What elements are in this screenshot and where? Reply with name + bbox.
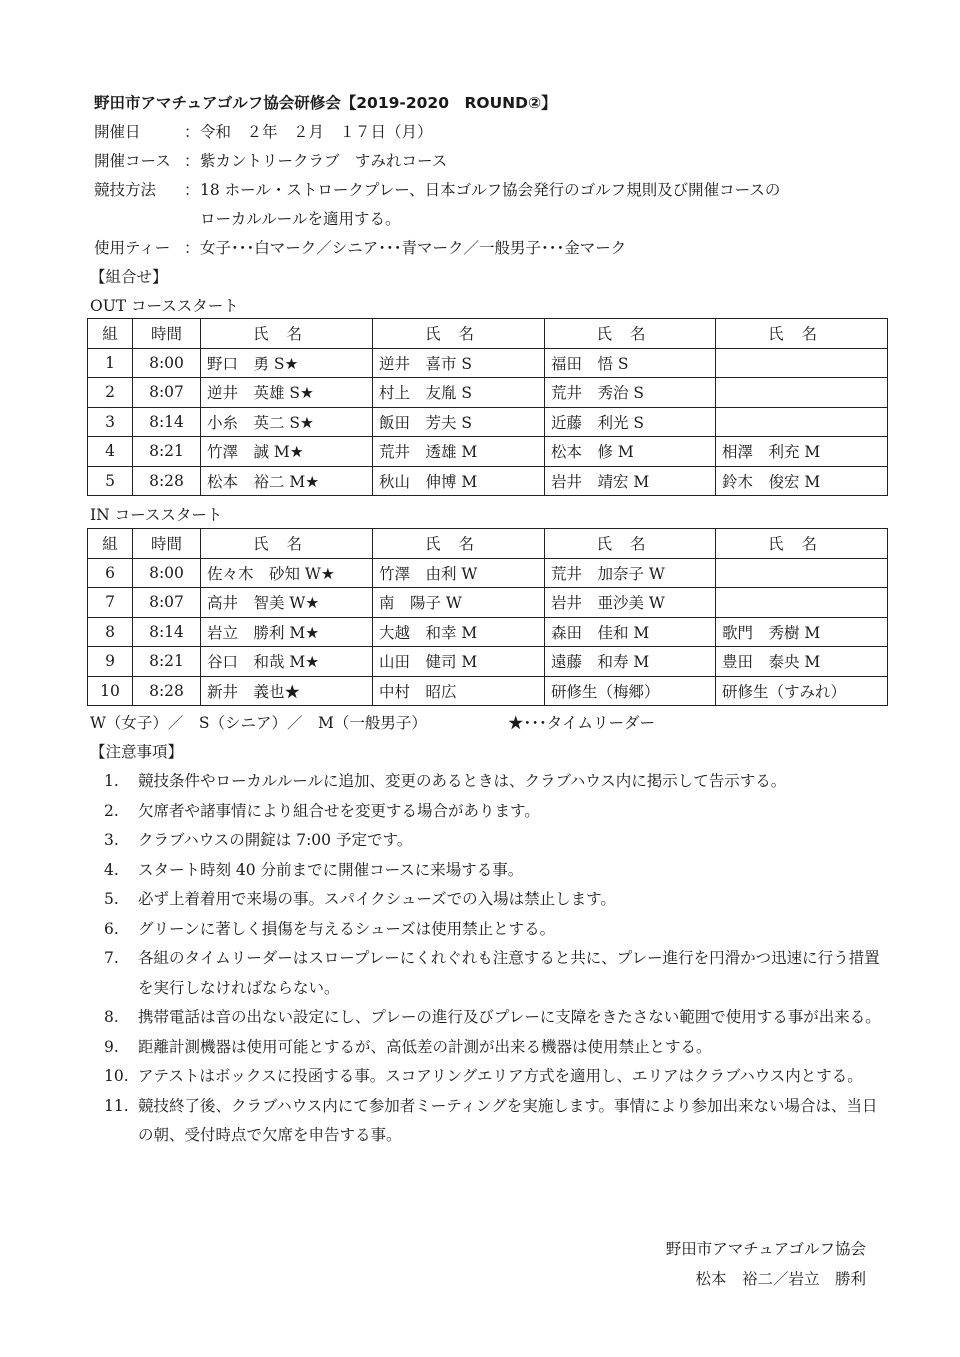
legend <box>90 711 655 733</box>
note-item <box>104 1092 884 1151</box>
note-number: 5. <box>104 890 119 908</box>
start-time-cell: 8:28 <box>133 466 201 496</box>
info-tee-label: 使用ティー <box>94 239 171 257</box>
info-method-value: 18 ホール・ストロークプレー、日本ゴルフ協会発行のゴルフ規則及び開催コースの <box>200 181 781 199</box>
player-name-cell <box>716 348 888 378</box>
note-number: 3. <box>104 831 119 849</box>
info-method-label: 競技方法 <box>94 181 157 199</box>
column-header: 氏名 <box>373 529 545 559</box>
start-time-cell: 8:07 <box>133 378 201 408</box>
table-row <box>88 466 888 496</box>
table-row <box>88 676 888 706</box>
notes-list <box>104 767 884 1151</box>
group-number-cell: 10 <box>88 676 133 706</box>
player-name-cell <box>716 588 888 618</box>
player-name-cell: 佐々木 砂知 W★ <box>201 558 373 588</box>
info-date: 開催日 ：令和 ２年 ２月 １７日（月） <box>94 120 433 142</box>
note-item <box>104 1062 884 1092</box>
player-name-cell: 研修生（すみれ） <box>716 676 888 706</box>
player-name-cell: 逆井 喜市 S <box>373 348 545 378</box>
note-text: 必ず上着着用で来場の事。スパイクシューズでの入場は禁止します。 <box>138 890 616 908</box>
note-text: 競技終了後、クラブハウス内にて参加者ミーティングを実施します。事情により参加出来ない場合は、当日の朝、受付時点で欠席を申告する事。 <box>138 1096 878 1144</box>
note-text: スタート時刻 40 分前までに開催コースに来場する事。 <box>138 860 524 879</box>
note-item <box>104 1033 884 1063</box>
in-course-table <box>87 528 888 706</box>
notes-heading: 【注意事項】 <box>90 743 184 761</box>
note-item <box>104 856 884 886</box>
in-heading: IN コーススタート <box>90 506 223 524</box>
column-header: 時間 <box>133 529 201 559</box>
group-number-cell: 6 <box>88 558 133 588</box>
note-number: 11. <box>104 1096 129 1115</box>
player-name-cell: 竹澤 由利 W <box>373 558 545 588</box>
group-number-cell: 7 <box>88 588 133 618</box>
start-time-cell: 8:28 <box>133 676 201 706</box>
column-header: 氏名 <box>545 529 716 559</box>
note-item <box>104 767 884 797</box>
player-name-cell: 松本 裕二 M★ <box>201 466 373 496</box>
column-header: 組 <box>88 319 133 349</box>
player-name-cell: 福田 悟 S <box>545 348 716 378</box>
player-name-cell: 高井 智美 W★ <box>201 588 373 618</box>
player-name-cell: 小糸 英二 S★ <box>201 407 373 437</box>
table-header-row <box>88 319 888 349</box>
note-item <box>104 826 884 856</box>
info-date-label: 開催日 <box>94 123 141 141</box>
document-title: 野田市アマチュアゴルフ協会研修会【2019-2020 ROUND②】 <box>94 94 557 112</box>
note-number: 9. <box>104 1037 119 1056</box>
info-method-value-cont: ローカルルールを適用する。 <box>200 210 401 228</box>
note-item <box>104 1003 884 1033</box>
group-number-cell: 4 <box>88 437 133 467</box>
group-number-cell: 9 <box>88 647 133 677</box>
start-time-cell: 8:14 <box>133 407 201 437</box>
column-header: 氏名 <box>716 529 888 559</box>
table-row <box>88 407 888 437</box>
player-name-cell: 中村 昭広 <box>373 676 545 706</box>
signature-names: 松本 裕二／岩立 勝利 <box>695 1270 866 1288</box>
legend-categories: W（女子）／ S（シニア）／ M（一般男子） <box>90 714 427 732</box>
start-time-cell: 8:00 <box>133 558 201 588</box>
player-name-cell: 岩井 亜沙美 W <box>545 588 716 618</box>
player-name-cell: 荒井 透雄 M <box>373 437 545 467</box>
column-header: 時間 <box>133 319 201 349</box>
out-heading: OUT コーススタート <box>90 297 239 315</box>
note-item <box>104 944 884 1003</box>
note-number: 1. <box>104 772 119 790</box>
group-number-cell: 5 <box>88 466 133 496</box>
player-name-cell: 秋山 伸博 M <box>373 466 545 496</box>
player-name-cell: 森田 佳和 M <box>545 617 716 647</box>
column-header: 氏名 <box>201 319 373 349</box>
player-name-cell: 野口 勇 S★ <box>201 348 373 378</box>
player-name-cell: 遠藤 和寿 M <box>545 647 716 677</box>
grouping-heading: 【組合せ】 <box>90 268 168 286</box>
note-number: 7. <box>104 949 119 967</box>
group-number-cell: 3 <box>88 407 133 437</box>
column-header: 組 <box>88 529 133 559</box>
out-course-table <box>87 318 888 496</box>
group-number-cell: 1 <box>88 348 133 378</box>
player-name-cell: 新井 義也★ <box>201 676 373 706</box>
column-header: 氏名 <box>201 529 373 559</box>
player-name-cell: 鈴木 俊宏 M <box>716 466 888 496</box>
note-number: 8. <box>104 1008 119 1026</box>
player-name-cell: 南 陽子 W <box>373 588 545 618</box>
column-header: 氏名 <box>373 319 545 349</box>
info-date-value: 令和 ２年 ２月 １７日（月） <box>200 123 433 141</box>
table-row <box>88 647 888 677</box>
info-tee: 使用ティー ：女子･･･白マーク／シニア･･･青マーク／一般男子･･･金マーク <box>94 236 626 258</box>
player-name-cell: 村上 友胤 S <box>373 378 545 408</box>
note-text: クラブハウスの開錠は 7:00 予定です。 <box>138 831 413 849</box>
player-name-cell <box>716 378 888 408</box>
note-item <box>104 797 884 827</box>
signature-org: 野田市アマチュアゴルフ協会 <box>665 1240 866 1258</box>
note-number: 6. <box>104 919 119 938</box>
player-name-cell: 飯田 芳夫 S <box>373 407 545 437</box>
table-row <box>88 348 888 378</box>
note-text: 競技条件やローカルルールに追加、変更のあるときは、クラブハウス内に掲示して告示する。 <box>138 772 787 790</box>
note-number: 10. <box>104 1067 129 1085</box>
player-name-cell: 谷口 和哉 M★ <box>201 647 373 677</box>
player-name-cell <box>716 558 888 588</box>
player-name-cell: 荒井 秀治 S <box>545 378 716 408</box>
legend-star-note: ★･･･タイムリーダー <box>508 714 655 732</box>
start-time-cell: 8:21 <box>133 647 201 677</box>
player-name-cell: 松本 修 M <box>545 437 716 467</box>
group-number-cell: 8 <box>88 617 133 647</box>
player-name-cell: 岩井 靖宏 M <box>545 466 716 496</box>
table-row <box>88 437 888 467</box>
player-name-cell: 山田 健司 M <box>373 647 545 677</box>
player-name-cell: 豊田 泰央 M <box>716 647 888 677</box>
note-item <box>104 885 884 915</box>
table-row <box>88 558 888 588</box>
player-name-cell: 歌門 秀樹 M <box>716 617 888 647</box>
player-name-cell: 荒井 加奈子 W <box>545 558 716 588</box>
table-row <box>88 378 888 408</box>
info-tee-value: 女子･･･白マーク／シニア･･･青マーク／一般男子･･･金マーク <box>200 239 627 257</box>
player-name-cell: 大越 和幸 M <box>373 617 545 647</box>
note-number: 2. <box>104 801 119 820</box>
player-name-cell: 近藤 利光 S <box>545 407 716 437</box>
group-number-cell: 2 <box>88 378 133 408</box>
note-item <box>104 915 884 945</box>
table-row <box>88 588 888 618</box>
note-text: 携帯電話は音の出ない設定にし、プレーの進行及びプレーに支障をきたさない範囲で使用する事が出来る。 <box>138 1008 881 1026</box>
start-time-cell: 8:14 <box>133 617 201 647</box>
start-time-cell: 8:21 <box>133 437 201 467</box>
table-row <box>88 617 888 647</box>
info-method: 競技方法 ：18 ホール・ストロークプレー、日本ゴルフ協会発行のゴルフ規則及び開催コースの <box>94 178 780 200</box>
player-name-cell: 相澤 利充 M <box>716 437 888 467</box>
column-header: 氏名 <box>545 319 716 349</box>
note-text: 各組のタイムリーダーはスロープレーにくれぐれも注意すると共に、プレー進行を円滑かつ迅速に行う措置を実行しなければならない。 <box>138 949 880 997</box>
note-number: 4. <box>104 860 119 879</box>
info-course-label: 開催コース <box>94 152 171 170</box>
info-course: 開催コース ：紫カントリークラブ すみれコース <box>94 149 447 171</box>
info-course-value: 紫カントリークラブ すみれコース <box>200 152 448 170</box>
note-text: 欠席者や諸事情により組合せを変更する場合があります。 <box>138 801 540 820</box>
table-header-row <box>88 529 888 559</box>
note-text: 距離計測機器は使用可能とするが、高低差の計測が出来る機器は使用禁止とする。 <box>138 1037 712 1056</box>
column-header: 氏名 <box>716 319 888 349</box>
start-time-cell: 8:07 <box>133 588 201 618</box>
player-name-cell: 逆井 英雄 S★ <box>201 378 373 408</box>
player-name-cell: 竹澤 誠 M★ <box>201 437 373 467</box>
player-name-cell <box>716 407 888 437</box>
note-text: アテストはボックスに投函する事。スコアリングエリア方式を適用し、エリアはクラブハウス内とする。 <box>138 1067 863 1085</box>
start-time-cell: 8:00 <box>133 348 201 378</box>
player-name-cell: 研修生（梅郷） <box>545 676 716 706</box>
player-name-cell: 岩立 勝利 M★ <box>201 617 373 647</box>
note-text: グリーンに著しく損傷を与えるシューズは使用禁止とする。 <box>138 919 556 938</box>
